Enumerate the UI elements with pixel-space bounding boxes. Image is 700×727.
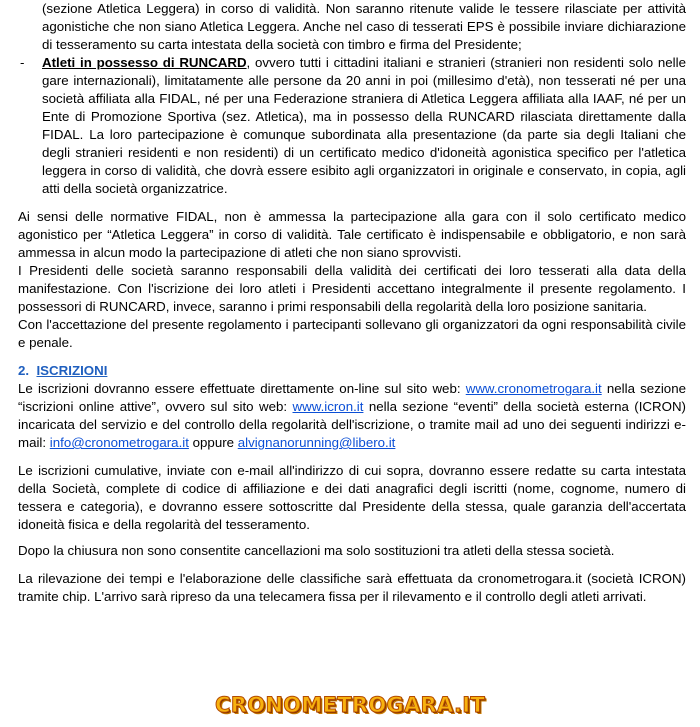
- section-heading-iscrizioni: [18, 362, 686, 380]
- iscrizioni-text-4: oppure: [188, 435, 238, 450]
- section-title: ISCRIZIONI: [36, 363, 108, 378]
- cronometrogara-link[interactable]: www.cronometrogara.it: [465, 381, 602, 396]
- bullet-marker: -: [20, 55, 25, 70]
- fidal-paragraph: Ai sensi delle normative FIDAL, non è ammessa la partecipazione alla gara con il solo certificato medico agonistico per “Atletica Leggera” in corso di validità. Tale certificato è indispensabile e obbligatorio, e non sarà ammessa in alcun modo la partecipazione di atleti che non siano sprovvisti.: [18, 209, 686, 260]
- cronometrogara-logo: [215, 690, 485, 720]
- rilevazione-paragraph: La rilevazione dei tempi e l'elaborazione delle classifiche sarà effettuata da cronometrogara.it (società ICRON) tramite chip. L'arrivo sarà ripreso da una telecamera fissa per il rilevamento e il controllo degli atleti arrivati.: [18, 571, 686, 604]
- iscrizioni-paragraph: [18, 380, 686, 452]
- document-page: [18, 0, 686, 606]
- iscrizioni-text-3: nella sezione “eventi” della società esterna (ICRON) incaricata del servizio e del controllo della regolarità dell'iscrizione, o tramite mail ad uno dei seguenti indirizzi e-mail:: [18, 399, 686, 450]
- iscrizioni-text-1: Le iscrizioni dovranno essere effettuate direttamente on-line sul sito web:: [18, 381, 466, 396]
- cumulative-paragraph: Le iscrizioni cumulative, inviate con e-mail all'indirizzo di cui sopra, dovranno essere redatte su carta intestata della Società, complete di codice di affiliazione e dei dati anagrafici degli iscritti (nome, cognome, numero di tessera e categoria), e dovranno essere sottoscritte dal Presidente della stessa, quale garanzia dell'accertata idoneità fisica e della regolarità del tesseramento.: [18, 463, 686, 532]
- runcard-title: Atleti in possesso di RUNCARD: [42, 55, 247, 70]
- chiusura-paragraph: Dopo la chiusura non sono consentite cancellazioni ma solo sostituzioni tra atleti della stessa società.: [18, 543, 615, 558]
- info-email-link[interactable]: info@cronometrogara.it: [49, 435, 189, 450]
- icron-link[interactable]: www.icron.it: [292, 399, 364, 414]
- logo-text: CRONOMETROGARA.IT: [215, 693, 485, 717]
- section-number: 2.: [18, 363, 30, 378]
- iscrizioni-text-2: nella sezione “iscrizioni online attive”, ovvero sul sito web:: [18, 381, 686, 414]
- runcard-bullet: [18, 54, 686, 198]
- accettazione-paragraph: Con l'accettazione del presente regolamento i partecipanti sollevano gli organizzatori da ogni responsabilità civile e penale.: [18, 317, 686, 350]
- intro-tail-paragraph: (sezione Atletica Leggera) in corso di validità. Non saranno ritenute valide le tessere rilasciate per attività agonistiche che non siano Atletica Leggera. Anche nel caso di tesserati EPS è possibile inviare dichiarazione di tesseramento su carta intestata della società con timbro e firma del Presidente;: [42, 1, 686, 52]
- runcard-text: , ovvero tutti i cittadini italiani e stranieri (stranieri non residenti solo nelle gare internazionali), limitatamente alle persone da 20 anni in poi (millesimo d'età), non tesserati né per una società affiliata alla FIDAL, né per una Federazione straniera di Atletica Leggera affiliata alla IAAF, né per un Ente di Promozione Sportiva (sez. Atletica), ma in possesso della RUNCARD rilasciata direttamente dalla FIDAL. La loro partecipazione è comunque subordinata alla presentazione (da parte sia degli Italiani che degli stranieri residenti e non residenti) di un certificato medico d'idoneità agonistica specifico per l'atletica leggera in corso di validità, che dovrà essere esibito agli organizzatori in originale e conservato, in copia, agli atti della società organizzatrice.: [42, 55, 686, 196]
- alvignano-email-link[interactable]: alvignanorunning@libero.it: [237, 435, 396, 450]
- presidenti-paragraph: I Presidenti delle società saranno responsabili della validità dei certificati dei loro tesserati alla data della manifestazione. Con l'iscrizione dei loro atleti i Presidenti accettano integralmente il presente regolamento. I possessori di RUNCARD, invece, saranno i primi responsabili della regolarità della loro posizione sanitaria.: [18, 263, 686, 314]
